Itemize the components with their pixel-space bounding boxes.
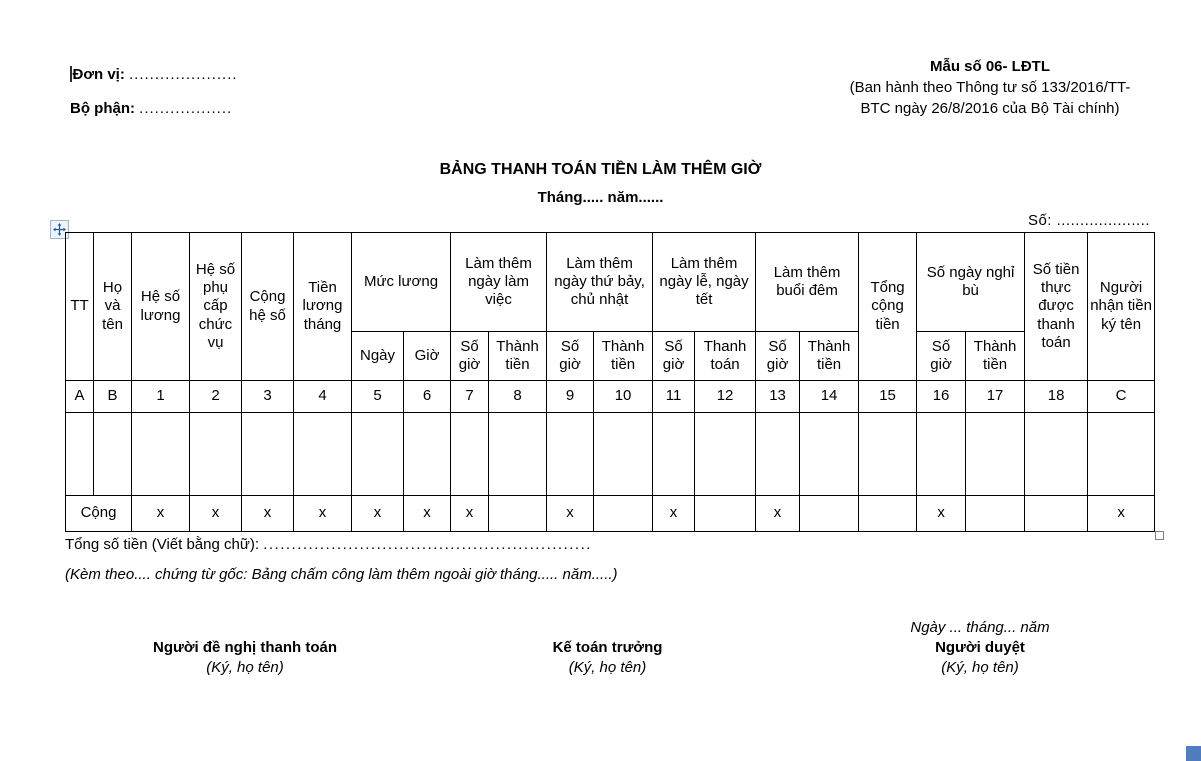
data-cell[interactable] <box>594 413 653 496</box>
data-cell[interactable] <box>1025 413 1088 496</box>
sub-header-so-gio-1: Số giờ <box>451 332 489 381</box>
summary-cell: x <box>352 496 404 532</box>
department-label: Bộ phận: <box>70 100 135 117</box>
code-cell: 18 <box>1025 381 1088 413</box>
sub-header-so-gio-2: Số giờ <box>547 332 594 381</box>
signature-date-line <box>465 618 750 638</box>
signature-note: (Ký, họ tên) <box>206 659 284 676</box>
summary-cell: x <box>190 496 242 532</box>
signature-note: (Ký, họ tên) <box>941 659 1019 676</box>
unit-line <box>70 58 238 92</box>
col-header-cong-he-so: Cộng hệ số <box>242 233 294 381</box>
signature-date-line: Ngày ... tháng... năm <box>910 619 1050 636</box>
data-cell[interactable] <box>404 413 451 496</box>
code-cell: 5 <box>352 381 404 413</box>
code-cell: 3 <box>242 381 294 413</box>
code-cell: 9 <box>547 381 594 413</box>
overtime-payment-table <box>65 232 1155 532</box>
sub-header-gio: Giờ <box>404 332 451 381</box>
col-header-so-tien-thuc-duoc: Số tiền thực được thanh toán <box>1025 233 1088 381</box>
unit-label: Đơn vị: <box>72 66 125 83</box>
data-cell[interactable] <box>352 413 404 496</box>
summary-cell: x <box>294 496 352 532</box>
sub-header-so-gio-4: Số giờ <box>756 332 800 381</box>
summary-label-cell: Cộng <box>66 496 132 532</box>
sub-header-ngay: Ngày <box>352 332 404 381</box>
doc-number-label: Số: <box>1027 212 1052 229</box>
signature-role: Người đề nghị thanh toán <box>152 639 337 656</box>
col-header-ho-va-ten: Họ và tên <box>94 233 132 381</box>
total-in-words-line <box>65 536 592 553</box>
department-line <box>70 92 238 126</box>
form-code: Mẫu số 06- LĐTL <box>929 58 1050 75</box>
sub-header-thanh-toan: Thanh toán <box>695 332 756 381</box>
data-cell[interactable] <box>859 413 917 496</box>
group-header-lam-them-thu-bay-chu-nhat: Làm thêm ngày thứ bảy, chủ nhật <box>547 233 653 332</box>
unit-fill-in[interactable]: ..................... <box>129 66 238 83</box>
group-header-lam-them-le-tet: Làm thêm ngày lễ, ngày tết <box>653 233 756 332</box>
signature-role: Kế toán trưởng <box>552 639 663 656</box>
code-cell: B <box>94 381 132 413</box>
attachment-note: (Kèm theo.... chứng từ gốc: Bảng chấm công làm thêm ngoài giờ tháng..... năm.....) <box>65 566 618 583</box>
scrollbar-corner-button[interactable] <box>1186 746 1201 761</box>
group-header-muc-luong: Mức lương <box>352 233 451 332</box>
col-header-tien-luong-thang: Tiền lương tháng <box>294 233 352 381</box>
data-cell[interactable] <box>132 413 190 496</box>
col-header-tong-cong-tien: Tổng cộng tiền <box>859 233 917 381</box>
signature-note: (Ký, họ tên) <box>568 659 647 676</box>
summary-cell: x <box>917 496 966 532</box>
summary-cell <box>800 496 859 532</box>
sub-header-thanh-tien-2: Thành tiền <box>594 332 653 381</box>
data-cell[interactable] <box>242 413 294 496</box>
summary-cell <box>966 496 1025 532</box>
code-cell: C <box>1088 381 1155 413</box>
col-header-he-so-luong: Hệ số lương <box>132 233 190 381</box>
summary-cell <box>859 496 917 532</box>
data-cell[interactable] <box>756 413 800 496</box>
total-in-words-fill-in[interactable]: .......................................................... <box>263 536 592 553</box>
sub-header-thanh-tien-1: Thành tiền <box>489 332 547 381</box>
data-cell[interactable] <box>451 413 489 496</box>
code-cell: 14 <box>800 381 859 413</box>
code-cell: 1 <box>132 381 190 413</box>
table-resize-handle[interactable] <box>1155 531 1164 540</box>
text-caret <box>70 66 72 82</box>
data-cell[interactable] <box>94 413 132 496</box>
org-header-block <box>70 58 238 126</box>
summary-cell <box>1025 496 1088 532</box>
data-cell[interactable] <box>1088 413 1155 496</box>
doc-number-fill-in[interactable]: .................... <box>1056 212 1150 229</box>
summary-cell: x <box>547 496 594 532</box>
summary-cell: x <box>242 496 294 532</box>
summary-cell: x <box>653 496 695 532</box>
summary-cell <box>594 496 653 532</box>
summary-cell <box>489 496 547 532</box>
total-in-words-label: Tổng số tiền (Viết bằng chữ): <box>65 536 260 553</box>
code-cell: 12 <box>695 381 756 413</box>
signature-block-approver <box>825 618 1135 678</box>
signature-block-requester <box>95 618 395 678</box>
department-fill-in[interactable]: .................. <box>139 100 233 117</box>
data-cell[interactable] <box>489 413 547 496</box>
code-cell: 16 <box>917 381 966 413</box>
doc-number-line <box>855 212 1150 229</box>
issued-under-line1: (Ban hành theo Thông tư số 133/2016/TT- <box>849 79 1131 96</box>
code-cell: 15 <box>859 381 917 413</box>
form-code-block <box>790 56 1190 119</box>
sub-header-so-gio-5: Số giờ <box>917 332 966 381</box>
code-cell: 7 <box>451 381 489 413</box>
summary-cell: x <box>404 496 451 532</box>
group-header-lam-them-ngay-lam-viec: Làm thêm ngày làm việc <box>451 233 547 332</box>
form-title: BẢNG THANH TOÁN TIỀN LÀM THÊM GIỜ <box>439 161 762 178</box>
summary-cell: x <box>756 496 800 532</box>
sub-header-thanh-tien-3: Thành tiền <box>800 332 859 381</box>
code-cell: 11 <box>653 381 695 413</box>
col-header-nguoi-nhan-ky-ten: Người nhận tiền ký tên <box>1088 233 1155 381</box>
code-cell: 17 <box>966 381 1025 413</box>
form-table <box>65 232 1155 532</box>
code-cell: A <box>66 381 94 413</box>
data-cell[interactable] <box>695 413 756 496</box>
col-header-tt: TT <box>66 233 94 381</box>
summary-cell <box>695 496 756 532</box>
summary-cell: x <box>1088 496 1155 532</box>
data-cell[interactable] <box>547 413 594 496</box>
issued-under-line2: BTC ngày 26/8/2016 của Bộ Tài chính) <box>860 100 1120 117</box>
data-cell[interactable] <box>966 413 1025 496</box>
signature-role: Người duyệt <box>935 639 1025 656</box>
code-cell: 4 <box>294 381 352 413</box>
code-cell: 8 <box>489 381 547 413</box>
summary-cell: x <box>132 496 190 532</box>
data-cell[interactable] <box>800 413 859 496</box>
data-cell[interactable] <box>190 413 242 496</box>
signature-block-chief-accountant <box>465 618 750 678</box>
col-header-he-so-phu-cap: Hệ số phụ cấp chức vụ <box>190 233 242 381</box>
group-header-lam-them-buoi-dem: Làm thêm buổi đêm <box>756 233 859 332</box>
code-cell: 6 <box>404 381 451 413</box>
data-cell[interactable] <box>917 413 966 496</box>
summary-cell: x <box>451 496 489 532</box>
sub-header-thanh-tien-4: Thành tiền <box>966 332 1025 381</box>
data-cell[interactable] <box>653 413 695 496</box>
group-header-so-ngay-nghi-bu: Số ngày nghỉ bù <box>917 233 1025 332</box>
form-subtitle: Tháng..... năm...... <box>537 189 664 206</box>
data-cell[interactable] <box>66 413 94 496</box>
code-cell: 10 <box>594 381 653 413</box>
sub-header-so-gio-3: Số giờ <box>653 332 695 381</box>
code-cell: 13 <box>756 381 800 413</box>
code-cell: 2 <box>190 381 242 413</box>
signature-date-line <box>95 618 395 638</box>
data-cell[interactable] <box>294 413 352 496</box>
